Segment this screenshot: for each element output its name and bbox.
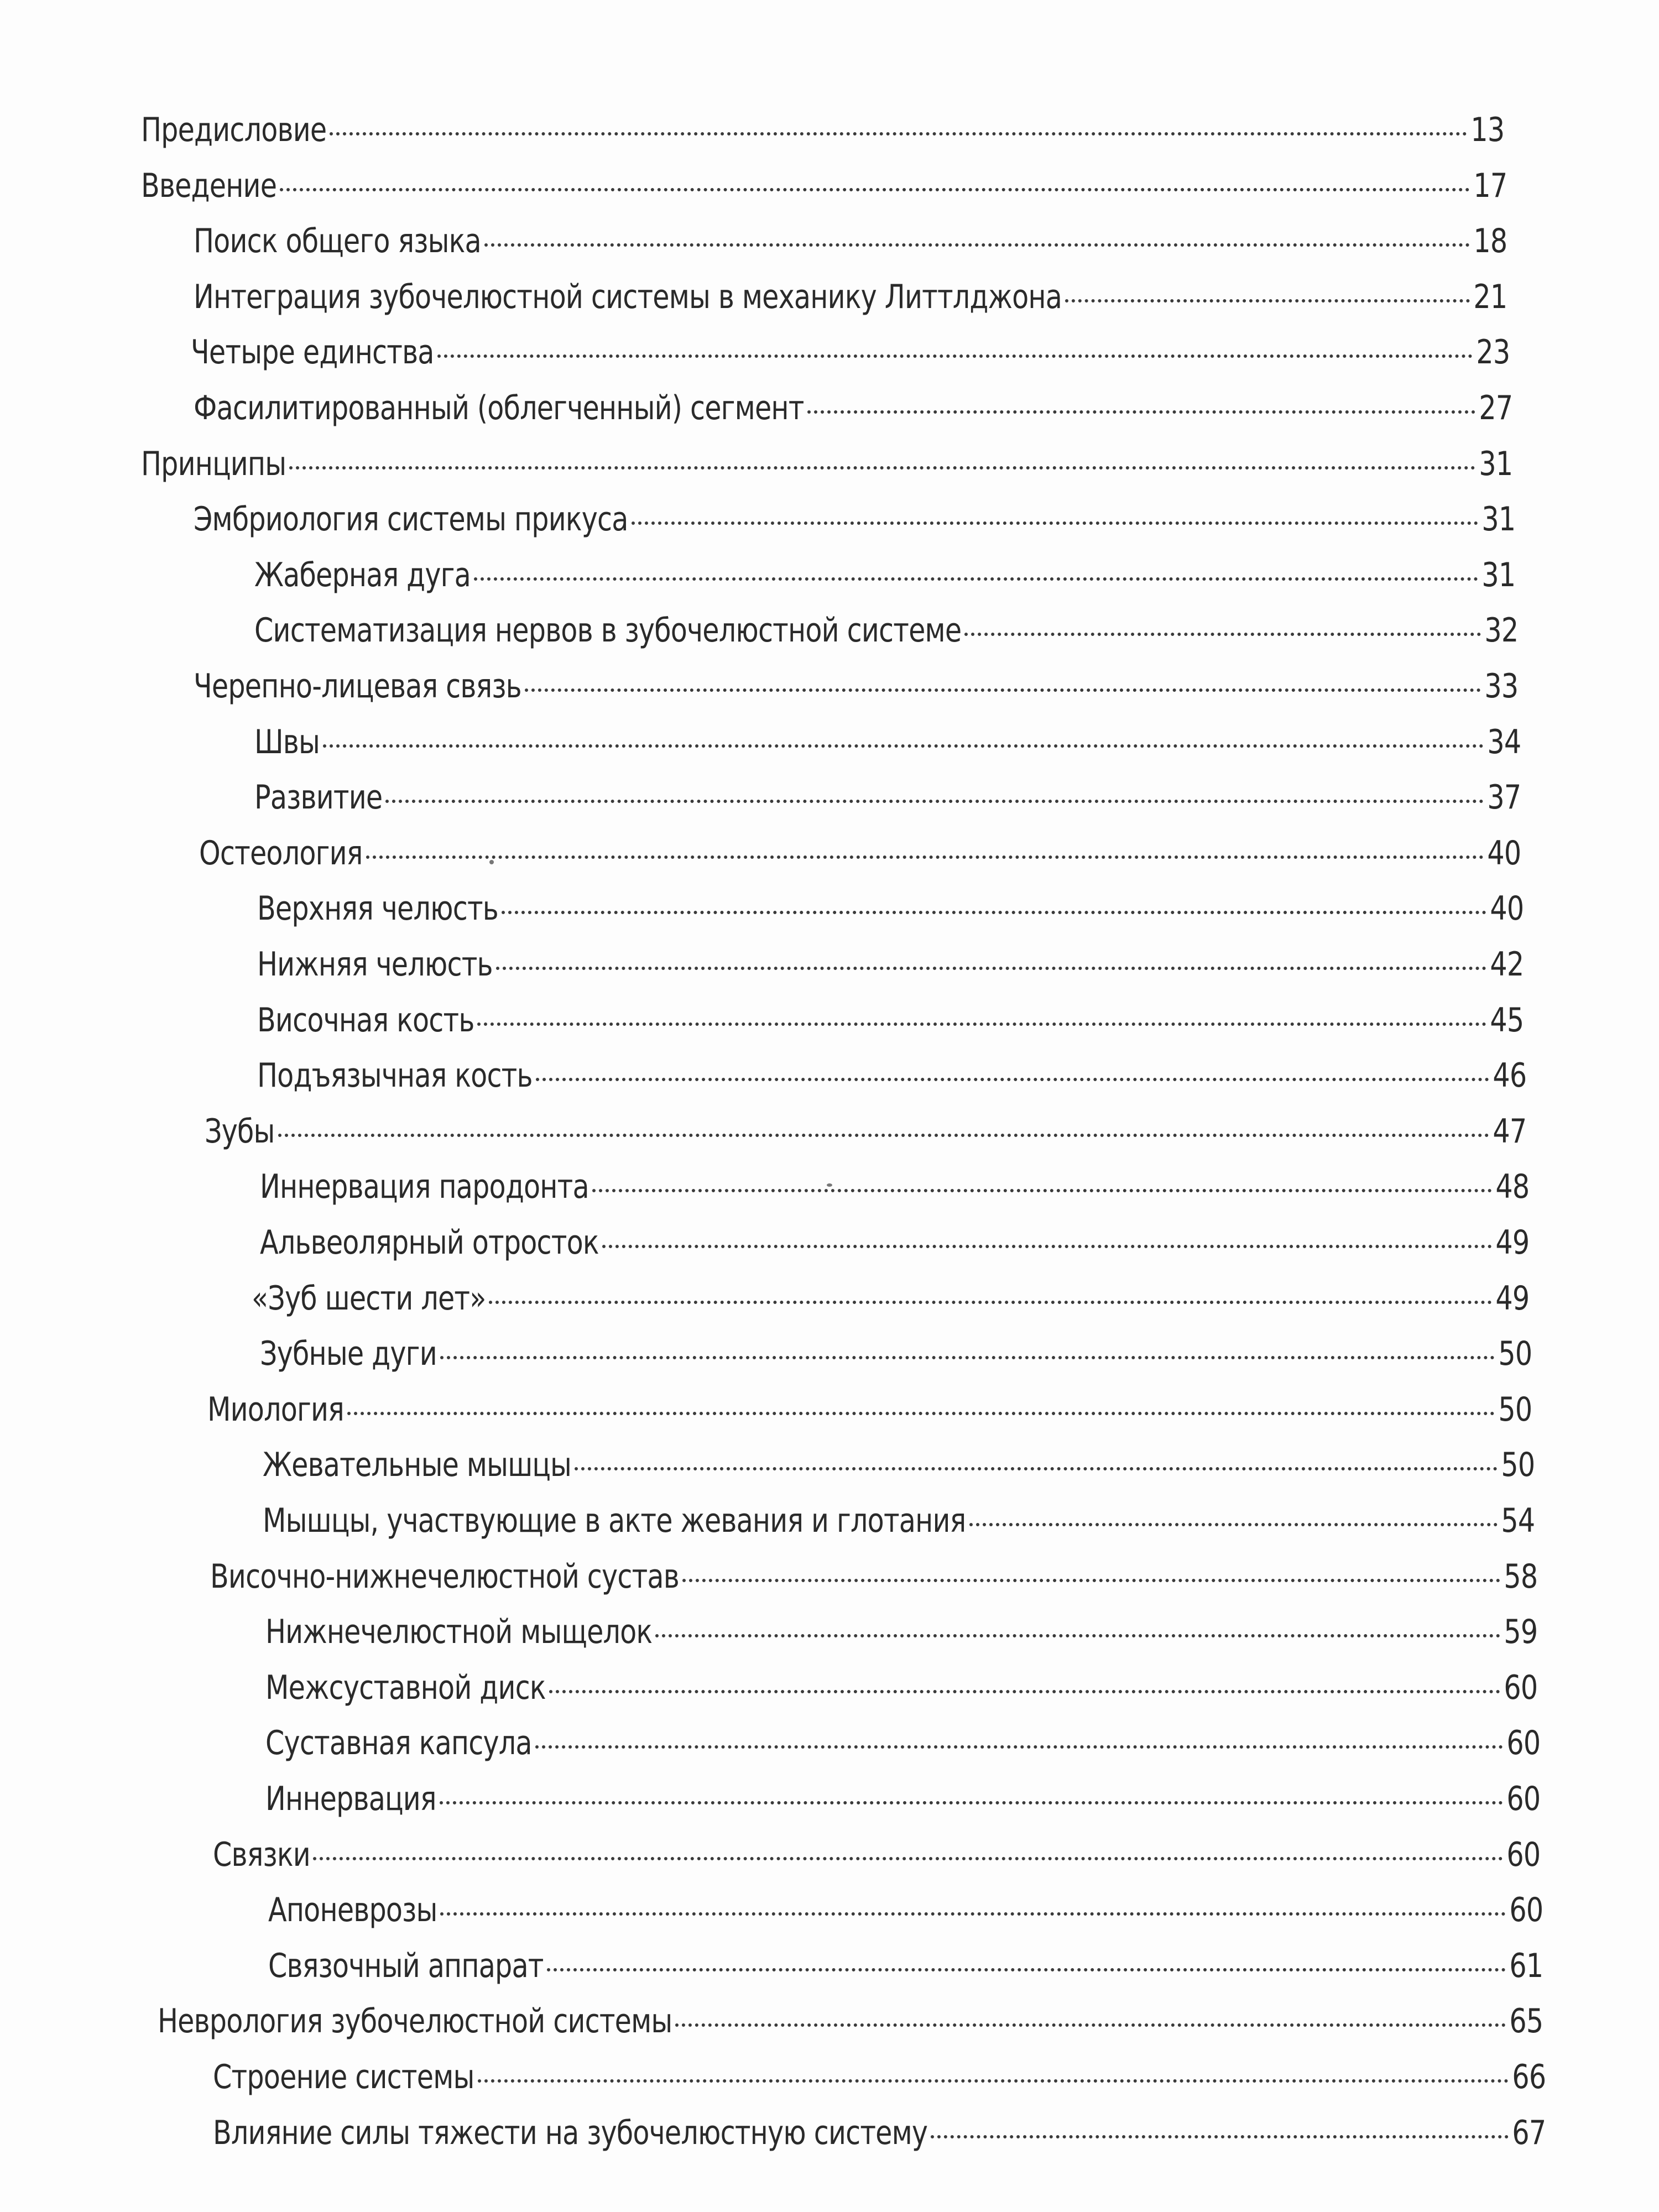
toc-entry-page-number: 60 [1506,1724,1540,1762]
toc-entry[interactable] [263,1437,1535,1493]
toc-entry[interactable] [213,2105,1546,2161]
toc-entry[interactable] [207,1382,1532,1437]
toc-entry-page-number: 37 [1487,778,1521,817]
toc-entry-page-number: 67 [1512,2114,1546,2152]
toc-entry[interactable] [194,492,1515,547]
toc-entry-page-number: 49 [1495,1279,1529,1318]
toc-entry-title: Принципы [141,445,286,483]
toc-entry-page-number: 61 [1509,1947,1543,1985]
toc-entry-title: Иннервация пародонта [260,1167,589,1206]
toc-entry-title: Систематизация нервов в зубочелюстной системе [254,611,962,650]
toc-entry-title: Миология [207,1390,344,1429]
toc-entry-title: Альвеолярный отросток [260,1223,599,1262]
dot-leader [931,2135,1509,2138]
toc-entry-page-number: 66 [1512,2058,1546,2096]
toc-entry-title: Жаберная дуга [254,556,471,594]
toc-entry-title: Межсуставной диск [265,1668,546,1707]
dot-leader [536,1078,1489,1081]
toc-entry[interactable] [141,102,1504,158]
toc-entry[interactable] [213,1827,1540,1882]
dot-leader [675,2023,1505,2027]
toc-entry-page-number: 45 [1490,1001,1524,1040]
toc-entry[interactable] [263,1493,1535,1548]
toc-entry-page-number: 60 [1509,1891,1543,1929]
toc-entry-page-number: 33 [1484,667,1518,706]
dot-leader [632,521,1478,525]
dot-leader [330,132,1467,135]
toc-entry[interactable] [213,2049,1546,2105]
dot-leader [496,967,1486,970]
toc-entry[interactable] [260,1159,1529,1214]
dot-leader [440,1912,1506,1916]
toc-entry[interactable] [194,380,1512,436]
toc-entry-title: Суставная капсула [265,1724,532,1762]
dot-leader [547,1968,1506,1971]
toc-entry-title: Введение [141,166,277,205]
dot-leader [477,1022,1486,1026]
toc-entry-title: Фасилитированный (облегченный) сегмент [194,389,804,427]
toc-entry[interactable] [268,1882,1543,1938]
toc-entry-title: Строение системы [213,2058,474,2096]
toc-entry-page-number: 58 [1504,1557,1537,1596]
toc-entry-page-number: 31 [1481,556,1515,594]
toc-entry[interactable] [268,1938,1543,1994]
dot-leader [385,800,1483,803]
toc-entry-page-number: 18 [1473,222,1507,260]
toc-entry-title: Связки [213,1835,310,1874]
toc-entry[interactable] [265,1715,1540,1771]
toc-entry[interactable] [254,714,1521,770]
toc-entry-page-number: 60 [1506,1780,1540,1818]
toc-entry-title: Эмбриология системы прикуса [194,500,628,539]
dot-leader [323,744,1484,748]
toc-entry-page-number: 31 [1479,445,1512,483]
toc-entry-title: Неврология зубочелюстной системы [158,2002,672,2041]
toc-entry-title: Зубы [205,1112,275,1151]
toc-entry-title: Нижняя челюсть [257,945,493,984]
dot-leader [478,2079,1509,2083]
toc-entry-page-number: 50 [1498,1390,1532,1429]
toc-entry-page-number: 42 [1490,945,1524,984]
toc-entry-title: Интеграция зубочелюстной системы в механику Литтлджона [194,278,1062,316]
dot-leader [969,1523,1498,1526]
dot-leader [484,243,1470,247]
toc-entry[interactable] [194,213,1507,269]
toc-entry-title: Нижнечелюстной мыщелок [265,1613,653,1651]
toc-entry-title: Связочный аппарат [268,1947,544,1985]
toc-entry[interactable] [158,1994,1543,2049]
toc-entry[interactable] [199,826,1521,881]
toc-entry[interactable] [260,1215,1529,1270]
toc-entry-page-number: 13 [1470,111,1504,149]
toc-entry-title: Апоневрозы [268,1891,437,1929]
toc-entry-page-number: 17 [1473,166,1507,205]
toc-entry-page-number: 32 [1484,611,1518,650]
toc-entry-title: Жевательные мышцы [263,1446,572,1484]
dot-leader [278,1134,1489,1137]
toc-entry-title: Влияние силы тяжести на зубочелюстную систему [213,2114,928,2152]
toc-entry[interactable] [257,881,1524,936]
toc-entry[interactable] [257,1048,1526,1103]
dot-leader [440,1801,1503,1804]
toc-entry[interactable] [265,1604,1537,1660]
paper-speck [827,1183,832,1187]
dot-leader [682,1579,1500,1582]
dot-leader [592,1189,1491,1192]
toc-entry[interactable] [194,269,1507,325]
toc-entry[interactable] [141,158,1507,213]
toc-entry-title: Поиск общего языка [194,222,481,260]
dot-leader [807,410,1475,414]
toc-entry-page-number: 46 [1493,1056,1526,1095]
dot-leader [549,1690,1500,1693]
toc-entry-title: Иннервация [265,1780,436,1818]
dot-leader [1065,299,1470,302]
dot-leader [366,855,1484,859]
toc-entry-page-number: 49 [1495,1223,1529,1262]
dot-leader [280,188,1470,191]
toc-entry[interactable] [257,937,1524,992]
dot-leader [489,1301,1492,1304]
dot-leader [313,1857,1503,1860]
toc-entry-title: «Зуб шести лет» [252,1279,486,1318]
toc-entry[interactable] [257,993,1524,1048]
toc-entry-title: Височно-нижнечелюстной сустав [210,1557,679,1596]
toc-entry-page-number: 65 [1509,2002,1543,2041]
dot-leader [535,1745,1503,1749]
toc-entry-title: Верхняя челюсть [257,889,498,928]
toc-entry[interactable] [210,1549,1537,1604]
toc-entry-title: Подъязычная кость [257,1056,533,1095]
toc-entry[interactable] [254,770,1521,825]
toc-entry-page-number: 21 [1473,278,1507,316]
toc-entry-title: Черепно-лицевая связь [194,667,521,706]
toc-entry-page-number: 40 [1487,834,1521,873]
toc-entry-page-number: 48 [1495,1167,1529,1206]
toc-entry-title: Швы [254,723,320,761]
toc-entry[interactable] [252,1271,1529,1326]
toc-entry[interactable] [254,603,1518,658]
toc-entry[interactable] [254,547,1515,603]
toc-entry[interactable] [265,1660,1537,1715]
dot-leader [440,1356,1495,1359]
dot-leader [437,354,1473,358]
toc-entry-page-number: 60 [1504,1668,1537,1707]
toc-entry-page-number: 59 [1504,1613,1537,1651]
toc-entry[interactable] [194,659,1518,714]
toc-entry-page-number: 47 [1493,1112,1526,1151]
toc-entry-title: Остеология [199,834,363,873]
toc-entry-title: Развитие [254,778,383,817]
toc-entry-page-number: 54 [1501,1501,1535,1540]
toc-entry-title: Предисловие [141,111,327,149]
toc-entry-title: Височная кость [257,1001,474,1040]
toc-entry[interactable] [191,325,1510,380]
paper-speck [489,860,494,864]
toc-entry-page-number: 23 [1476,333,1510,372]
toc-entry-page-number: 60 [1506,1835,1540,1874]
toc-entry-page-number: 40 [1490,889,1524,928]
toc-entry-page-number: 34 [1487,723,1521,761]
toc-entry-title: Четыре единства [191,333,434,372]
dot-leader [575,1467,1498,1470]
dot-leader [525,688,1481,692]
dot-leader [964,633,1481,636]
toc-entry-title: Мышцы, участвующие в акте жевания и глотания [263,1501,966,1540]
dot-leader [502,911,1486,914]
dot-leader [289,466,1475,469]
toc-entry-page-number: 50 [1498,1334,1532,1373]
dot-leader [474,577,1478,581]
toc-entry[interactable] [141,436,1512,492]
toc-entry[interactable] [260,1326,1532,1381]
dot-leader [655,1634,1500,1637]
dot-leader [347,1412,1495,1415]
toc-entry[interactable] [265,1771,1540,1827]
toc-entry-page-number: 27 [1479,389,1512,427]
toc-entry-title: Зубные дуги [260,1334,437,1373]
toc-entry[interactable] [205,1104,1526,1159]
dot-leader [602,1245,1492,1248]
toc-entry-page-number: 31 [1481,500,1515,539]
toc-entry-page-number: 50 [1501,1446,1535,1484]
